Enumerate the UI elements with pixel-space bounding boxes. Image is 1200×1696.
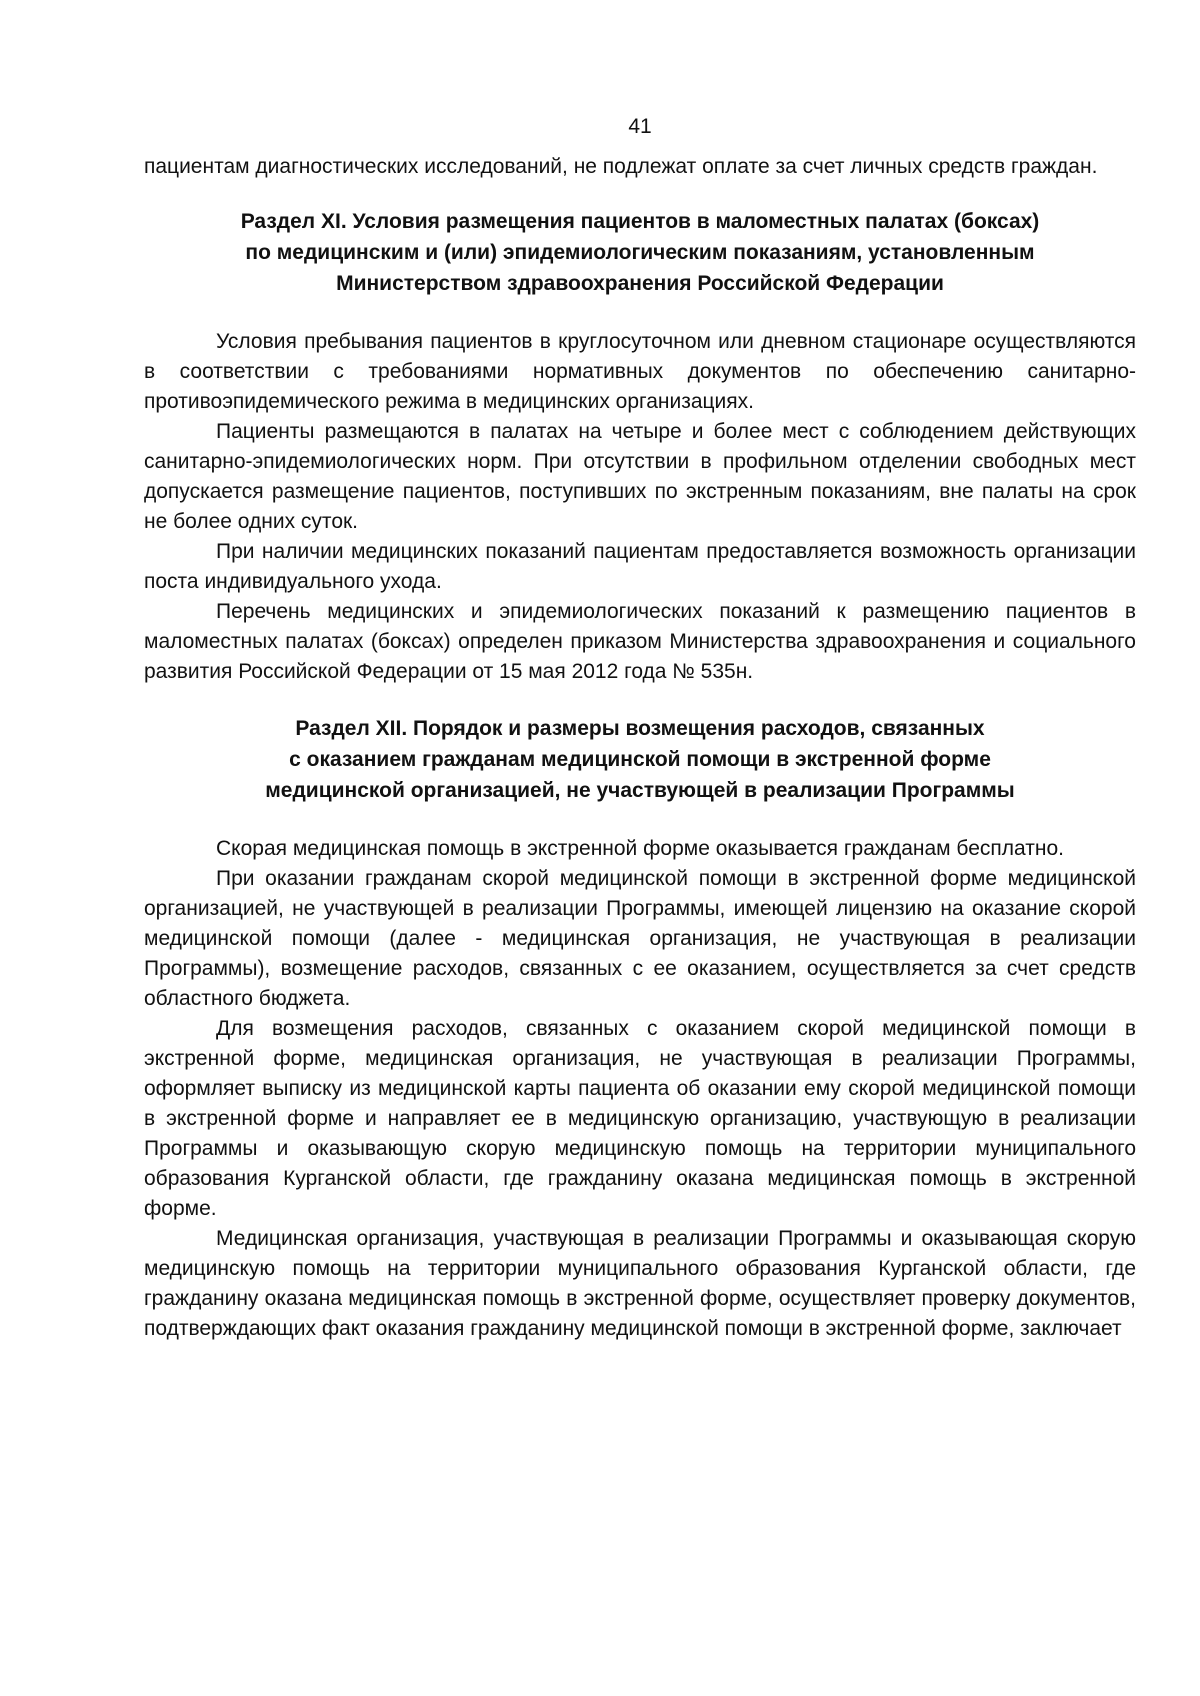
document-page: [144, 112, 1136, 1344]
section-12-heading: [144, 713, 1136, 806]
section-12-paragraph: Медицинская организация, участвующая в реализации Программы и оказывающая скорую медицинскую помощь на территории муниципального образования Курганской области, где гражданину оказана медицинская помощь в экстренной форме, осуществляет проверку документов, подтверждающих факт оказания гражданину медицинской помощи в экстренной форме, заключает: [144, 1227, 1136, 1340]
section-12-heading-line: Раздел XII. Порядок и размеры возмещения расходов, связанных: [295, 717, 985, 740]
section-11-paragraph: Перечень медицинских и эпидемиологических показаний к размещению пациентов в маломестных палатах (боксах) определен приказом Министерства здравоохранения и социального развития Российской Федерации от 15 мая 2012 года № 535н.: [144, 600, 1136, 683]
section-11-paragraph: При наличии медицинских показаний пациентам предоставляется возможность организации поста индивидуального ухода.: [144, 540, 1136, 593]
section-11-heading: [144, 206, 1136, 299]
section-11-heading-line: Раздел XI. Условия размещения пациентов в маломестных палатах (боксах): [240, 210, 1040, 233]
section-12-heading-line: медицинской организацией, не участвующей в реализации Программы: [265, 779, 1015, 802]
page-number: 41: [628, 115, 652, 138]
section-11-heading-line: по медицинским и (или) эпидемиологическим показаниям, установленным: [245, 241, 1035, 264]
section-11-paragraph: Пациенты размещаются в палатах на четыре и более мест с соблюдением действующих санитарно-эпидемиологических норм. При отсутствии в профильном отделении свободных мест допускается размещение пациентов, поступивших по экстренным показаниям, вне палаты на срок не более одних суток.: [144, 420, 1136, 533]
section-12-heading-line: с оказанием гражданам медицинской помощи в экстренной форме: [289, 748, 991, 771]
section-12-paragraph: Скорая медицинская помощь в экстренной форме оказывается гражданам бесплатно.: [216, 837, 1064, 860]
section-11-paragraph: Условия пребывания пациентов в круглосуточном или дневном стационаре осуществляются в соответствии с требованиями нормативных документов по обеспечению санитарно-противоэпидемического режима в медицинских организациях.: [144, 330, 1136, 413]
continuation-paragraph: пациентам диагностических исследований, не подлежат оплате за счет личных средств граждан.: [144, 155, 1098, 178]
section-12-paragraph: При оказании гражданам скорой медицинской помощи в экстренной форме медицинской организацией, не участвующей в реализации Программы, имеющей лицензию на оказание скорой медицинской помощи (далее - медицинская организация, не участвующая в реализации Программы), возмещение расходов, связанных с ее оказанием, осуществляется за счет средств областного бюджета.: [144, 867, 1136, 1010]
section-11-heading-line: Министерством здравоохранения Российской Федерации: [336, 272, 944, 295]
section-12-paragraph: Для возмещения расходов, связанных с оказанием скорой медицинской помощи в экстренной форме, медицинская организация, не участвующая в реализации Программы, оформляет выписку из медицинской карты пациента об оказании ему скорой медицинской помощи в экстренной форме и направляет ее в медицинскую организацию, участвующую в реализации Программы и оказывающую скорую медицинскую помощь на территории муниципального образования Курганской области, где гражданину оказана медицинская помощь в экстренной форме.: [144, 1017, 1136, 1220]
